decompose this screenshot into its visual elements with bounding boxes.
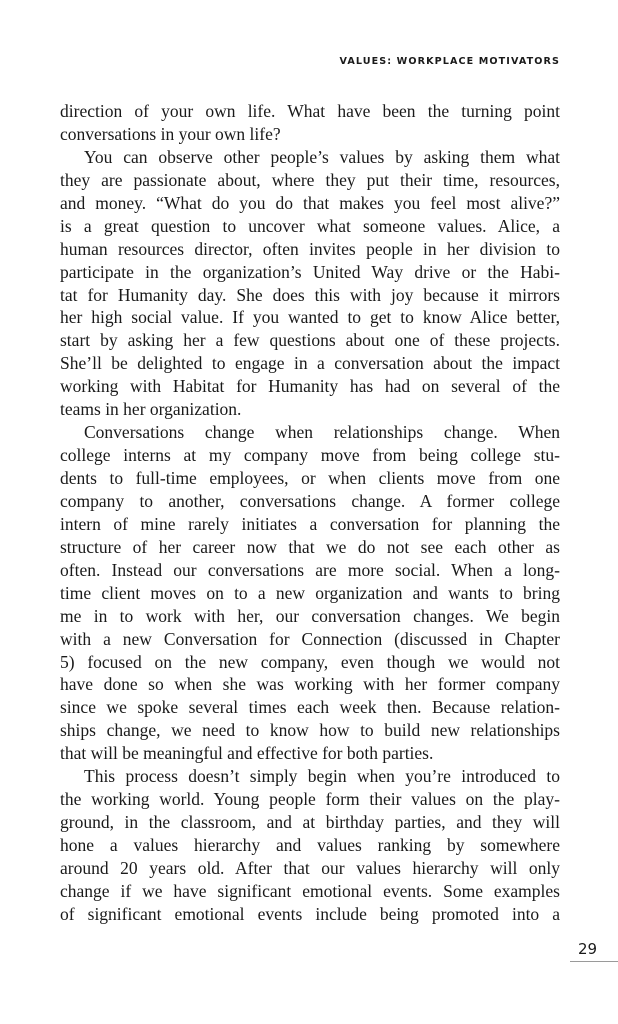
text-line: tat for Humanity day. She does this with joy because it mirrors: [60, 284, 560, 305]
page-number-rule: [570, 961, 618, 962]
text-line: and money. “What do you do that makes you feel most alive?”: [60, 192, 560, 213]
text-line: intern of mine rarely initiates a conversation for planning the: [60, 513, 560, 534]
text-line: You can observe other people’s values by asking them what: [84, 146, 560, 167]
body-text: [60, 100, 560, 926]
text-line: hone a values hierarchy and values ranking by somewhere: [60, 835, 560, 855]
text-line: of significant emotional events include being promoted into a: [60, 903, 560, 924]
text-line: She’ll be delighted to engage in a conversation about the impact: [60, 353, 560, 374]
text-line: time client moves on to a new organization and wants to bring: [60, 582, 560, 603]
text-line: conversations in your own life?: [60, 123, 281, 144]
text-line: structure of her career now that we do not see each other as: [60, 536, 560, 557]
text-line: company to another, conversations change. A former college: [60, 490, 560, 511]
text-line: me in to work with her, our conversation changes. We begin: [60, 605, 560, 626]
text-line: ships change, we need to know how to build new relationships: [60, 720, 560, 741]
text-line: ground, in the classroom, and at birthday parties, and they will: [60, 812, 560, 833]
text-line: around 20 years old. After that our values hierarchy will only: [60, 857, 560, 878]
text-line: Conversations change when relationships change. When: [84, 422, 560, 443]
text-line: college interns at my company move from being college stu-: [60, 445, 560, 466]
page-number: 29: [578, 940, 598, 958]
text-line: dents to full-time employees, or when clients move from one: [60, 468, 560, 488]
running-head: VALUES: WORKPLACE MOTIVATORS: [339, 56, 560, 67]
text-line: teams in her organization.: [60, 399, 242, 420]
text-line: participate in the organization’s United Way drive or the Habi-: [60, 261, 560, 282]
text-line: change if we have significant emotional events. Some examples: [60, 880, 560, 901]
text-line: human resources director, often invites people in her division to: [60, 238, 560, 259]
text-line: the working world. Young people form their values on the play-: [60, 789, 560, 810]
text-line: with a new Conversation for Connection (discussed in Chapter: [60, 628, 560, 649]
text-line: direction of your own life. What have been the turning point: [60, 101, 560, 121]
text-line: have done so when she was working with her former company: [60, 674, 560, 695]
text-line: that will be meaningful and effective for both parties.: [60, 743, 434, 764]
text-line: her high social value. If you wanted to get to know Alice better,: [60, 307, 560, 328]
text-line: start by asking her a few questions about one of these projects.: [60, 330, 560, 351]
text-line: often. Instead our conversations are more social. When a long-: [60, 559, 560, 580]
text-line: working with Habitat for Humanity has had on several of the: [60, 376, 560, 397]
text-line: they are passionate about, where they put their time, resources,: [60, 169, 560, 190]
text-line: since we spoke several times each week then. Because relation-: [60, 697, 560, 718]
text-line: is a great question to uncover what someone values. Alice, a: [60, 215, 560, 236]
text-line: 5) focused on the new company, even though we would not: [60, 651, 560, 672]
text-line: This process doesn’t simply begin when you’re introduced to: [84, 766, 560, 787]
